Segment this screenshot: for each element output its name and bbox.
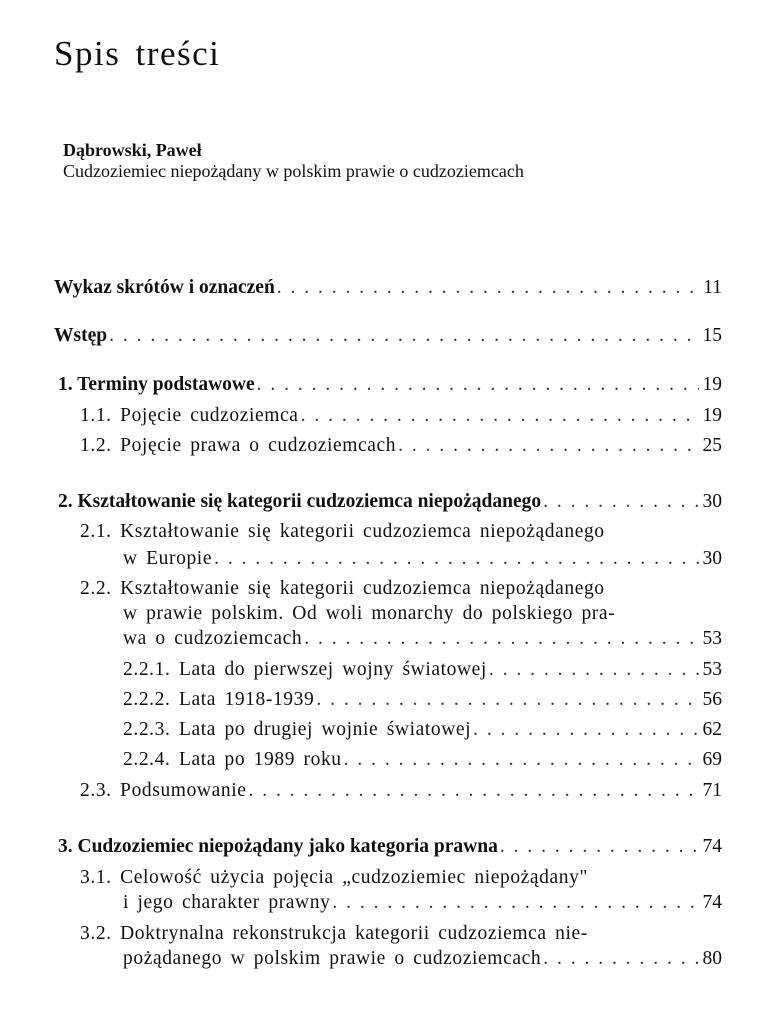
toc-entry-section-3-2[interactable]	[123, 947, 722, 971]
toc-page-number: 74	[702, 836, 722, 857]
toc-page-number: 71	[702, 780, 722, 801]
toc-entry-section-2-1[interactable]	[123, 547, 722, 571]
toc-entry-section-2-2-2[interactable]	[123, 688, 722, 712]
toc-entry-chapter-2[interactable]	[58, 490, 722, 514]
toc-page-number: 80	[702, 948, 722, 969]
toc-page-number: 19	[702, 374, 722, 395]
toc-entry-label: Wstęp	[54, 325, 108, 346]
toc-page-number: 19	[702, 405, 722, 426]
toc-leader-dots	[344, 748, 699, 772]
toc-entry-section-3-1[interactable]	[123, 891, 722, 915]
toc-page-number: 30	[702, 548, 722, 569]
toc-entry-abbreviations[interactable]	[54, 276, 722, 300]
toc-leader-dots	[109, 324, 698, 348]
toc-leader-dots	[398, 434, 698, 458]
toc-entry-section-2-2-3[interactable]	[123, 718, 722, 742]
toc-leader-dots	[249, 779, 699, 803]
toc-page-number: 15	[702, 325, 722, 346]
toc-page-number: 69	[702, 749, 722, 770]
toc-entry-section-2-2-line[interactable]: w prawie polskim. Od woli monarchy do polskiego pra-	[123, 603, 616, 624]
toc-entry-introduction[interactable]	[54, 324, 722, 348]
toc-entry-label: 3. Cudzoziemiec niepożądany jako kategoria prawna	[58, 836, 498, 857]
toc-leader-dots	[214, 547, 698, 571]
toc-entry-label: 2.2.3. Lata po drugiej wojnie światowej	[123, 719, 472, 740]
toc-page-number: 56	[702, 689, 722, 710]
toc-page-number: 74	[702, 892, 722, 913]
toc-entry-section-3-1-line[interactable]: 3.1. Celowość użycia pojęcia „cudzoziemiec niepożądany"	[80, 867, 589, 888]
toc-entry-section-1-2[interactable]	[80, 434, 722, 458]
toc-leader-dots	[304, 627, 698, 651]
toc-page-number: 11	[703, 277, 722, 298]
toc-page-number: 30	[702, 491, 722, 512]
toc-leader-dots	[500, 835, 699, 859]
toc-entry-section-3-2-line[interactable]: 3.2. Doktrynalna rekonstrukcja kategorii cudzoziemca nie-	[80, 923, 588, 944]
toc-leader-dots	[332, 891, 698, 915]
toc-page-number: 25	[702, 435, 722, 456]
toc-entry-section-2-2[interactable]	[123, 627, 722, 651]
toc-entry-label: wa o cudzoziemcach	[123, 628, 303, 649]
toc-leader-dots	[277, 276, 699, 300]
toc-leader-dots	[316, 688, 698, 712]
toc-entry-label: 2.2.1. Lata do pierwszej wojny światowej	[123, 659, 487, 680]
toc-entry-section-2-2-line[interactable]: 2.2. Kształtowanie się kategorii cudzoziemca niepożądanego	[80, 578, 605, 599]
toc-page-number: 62	[702, 719, 722, 740]
book-author: Dąbrowski, Paweł	[63, 140, 202, 160]
toc-entry-label: pożądanego w polskim prawie o cudzoziemcach	[123, 948, 542, 969]
toc-leader-dots	[489, 658, 699, 682]
toc-entry-label: 2.3. Podsumowanie	[80, 780, 247, 801]
toc-entry-label: 2.2.2. Lata 1918-1939	[123, 689, 315, 710]
toc-entry-label: 1.1. Pojęcie cudzoziemca	[80, 405, 299, 426]
toc-entry-section-2-2-1[interactable]	[123, 658, 722, 682]
toc-leader-dots	[257, 373, 699, 397]
book-title: Cudzoziemiec niepożądany w polskim prawie o cudzoziemcach	[63, 161, 524, 181]
toc-entry-section-1-1[interactable]	[80, 404, 722, 428]
toc-entry-label: 2.2.4. Lata po 1989 roku	[123, 749, 342, 770]
toc-entry-section-2-2-4[interactable]	[123, 748, 722, 772]
toc-entry-label: 1. Terminy podstawowe	[58, 374, 255, 395]
toc-entry-label: 1.2. Pojęcie prawa o cudzoziemcach	[80, 435, 397, 456]
toc-page-number: 53	[702, 659, 722, 680]
toc-entry-chapter-1[interactable]	[58, 373, 722, 397]
toc-leader-dots	[473, 718, 698, 742]
toc-entry-label: w Europie	[123, 548, 213, 569]
toc-entry-label: Wykaz skrótów i oznaczeń	[54, 277, 275, 298]
toc-leader-dots	[543, 490, 698, 514]
toc-entry-label: 2. Kształtowanie się kategorii cudzoziemca niepożądanego	[58, 491, 542, 512]
toc-page-number: 53	[702, 628, 722, 649]
toc-entry-section-2-1-line[interactable]: 2.1. Kształtowanie się kategorii cudzoziemca niepożądanego	[80, 521, 605, 542]
toc-entry-label: i jego charakter prawny	[123, 892, 331, 913]
toc-entry-section-2-3[interactable]	[80, 779, 722, 803]
toc-leader-dots	[543, 947, 698, 971]
toc-entry-chapter-3[interactable]	[58, 835, 722, 859]
toc-leader-dots	[301, 404, 699, 428]
page-title: Spis treści	[54, 34, 221, 73]
